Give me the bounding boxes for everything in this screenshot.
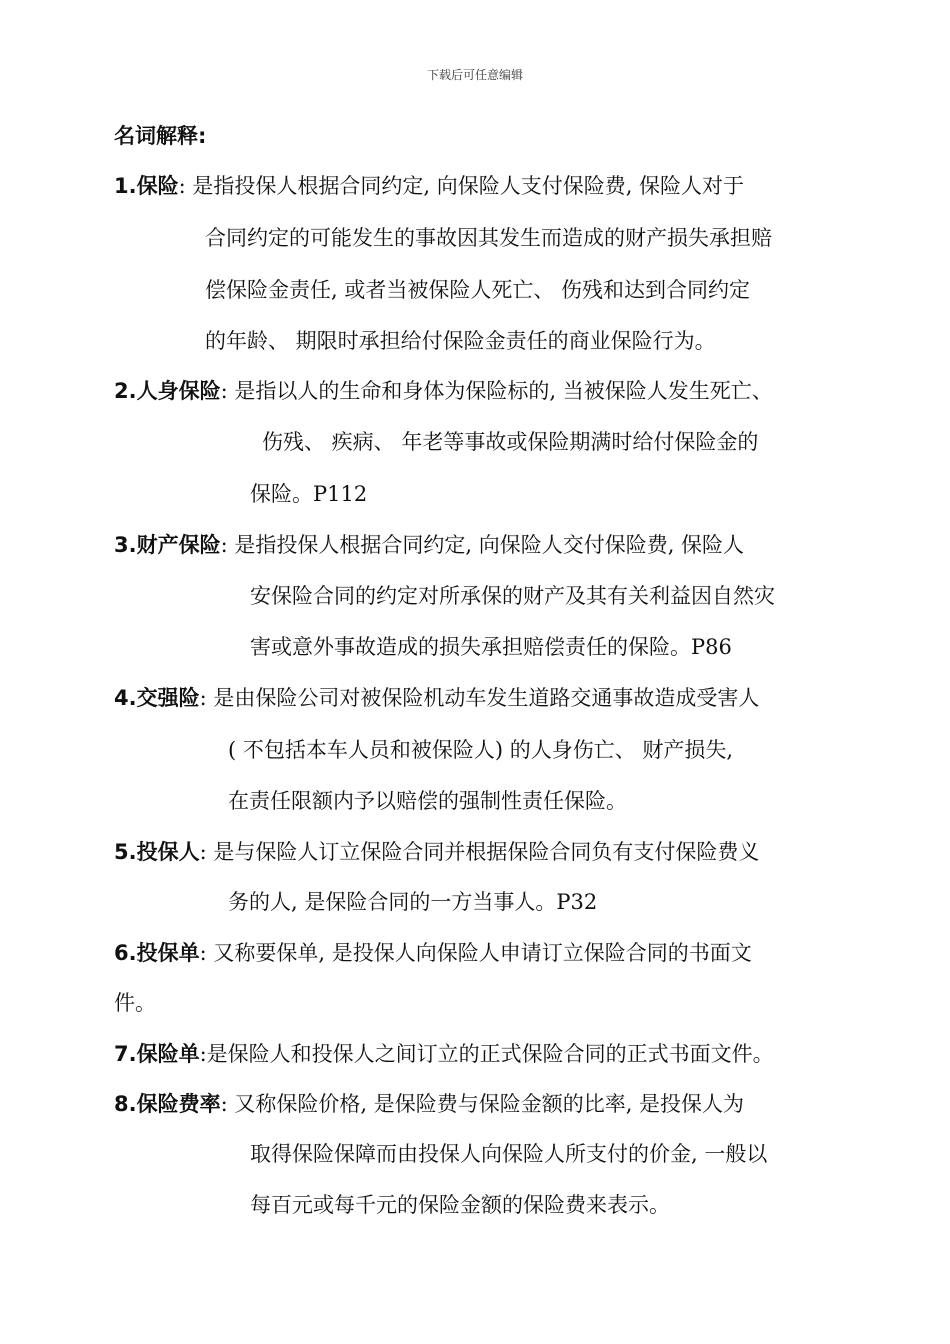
- entry-separator: :: [199, 1042, 207, 1066]
- entry-term: 2.人身保险: [114, 379, 221, 403]
- entry-5-line-2: 务的人, 是保险合同的一方当事人。P32: [228, 890, 598, 914]
- entry-text: 又称要保单, 是投保人向保险人申请订立保险合同的书面文: [213, 941, 752, 965]
- entry-1-line-2: 合同约定的可能发生的事故因其发生而造成的财产损失承担赔: [205, 226, 772, 250]
- entry-8-line-2: 取得保险保障而由投保人向保险人所支付的价金, 一般以: [250, 1142, 768, 1166]
- entry-term: 8.保险费率: [114, 1092, 221, 1116]
- entry-7-line-1: [114, 1039, 774, 1069]
- section-title: 名词解释:: [114, 124, 207, 148]
- entry-text: 是指以人的生命和身体为保险标的, 当被保险人发生死亡、: [234, 379, 773, 403]
- entry-text: 是指投保人根据合同约定, 向保险人交付保险费, 保险人: [234, 533, 745, 557]
- entry-1-line-4: 的年龄、 期限时承担给付保险金责任的商业保险行为。: [205, 329, 716, 353]
- entry-text: 是指投保人根据合同约定, 向保险人支付保险费, 保险人对于: [192, 174, 745, 198]
- entry-text: 是与保险人订立保险合同并根据保险合同负有支付保险费义: [213, 840, 760, 864]
- page-header: 下载后可任意编辑: [426, 68, 523, 82]
- entry-3-line-3: 害或意外事故造成的损失承担赔偿责任的保险。P86: [250, 635, 732, 659]
- entry-separator: :: [178, 174, 186, 198]
- entry-term: 5.投保人: [114, 840, 200, 864]
- entry-term: 6.投保单: [114, 941, 200, 965]
- entry-6-line-1: [114, 938, 752, 968]
- entry-separator: :: [220, 379, 228, 403]
- entry-2-line-2: 伤残、 疾病、 年老等事故或保险期满时给付保险金的: [262, 430, 759, 454]
- entry-separator: :: [199, 686, 207, 710]
- entry-separator: :: [220, 1092, 228, 1116]
- entry-3-line-1: [114, 530, 744, 560]
- entry-separator: :: [199, 941, 207, 965]
- entry-2-line-1: [114, 376, 773, 406]
- entry-3-line-2: 安保险合同的约定对所承保的财产及其有关利益因自然灾: [250, 584, 775, 608]
- entry-4-line-3: 在责任限额内予以赔偿的强制性责任保险。: [228, 789, 627, 813]
- entry-8-line-3: 每百元或每千元的保险金额的保险费来表示。: [250, 1193, 670, 1217]
- entry-8-line-1: [114, 1089, 744, 1119]
- entry-text: 是保险人和投保人之间订立的正式保险合同的正式书面文件。: [206, 1042, 774, 1066]
- entry-1-line-3: 偿保险金责任, 或者当被保险人死亡、 伤残和达到合同约定: [205, 278, 751, 302]
- entry-separator: :: [199, 840, 207, 864]
- entry-term: 3.财产保险: [114, 533, 221, 557]
- entry-4-line-1: [114, 683, 759, 713]
- entry-term: 4.交强险: [114, 686, 200, 710]
- entry-5-line-1: [114, 837, 759, 867]
- entry-text: 又称保险价格, 是保险费与保险金额的比率, 是投保人为: [234, 1092, 745, 1116]
- entry-4-line-2: ( 不包括本车人员和被保险人) 的人身伤亡、 财产损失,: [228, 738, 734, 762]
- entry-1-line-1: [114, 171, 744, 201]
- entry-text: 是由保险公司对被保险机动车发生道路交通事故造成受害人: [213, 686, 760, 710]
- entry-term: 7.保险单: [114, 1042, 200, 1066]
- entry-term: 1.保险: [114, 174, 179, 198]
- entry-2-line-3: 保险。P112: [250, 482, 368, 506]
- entry-separator: :: [220, 533, 228, 557]
- entry-6-line-2: 件。: [114, 991, 156, 1015]
